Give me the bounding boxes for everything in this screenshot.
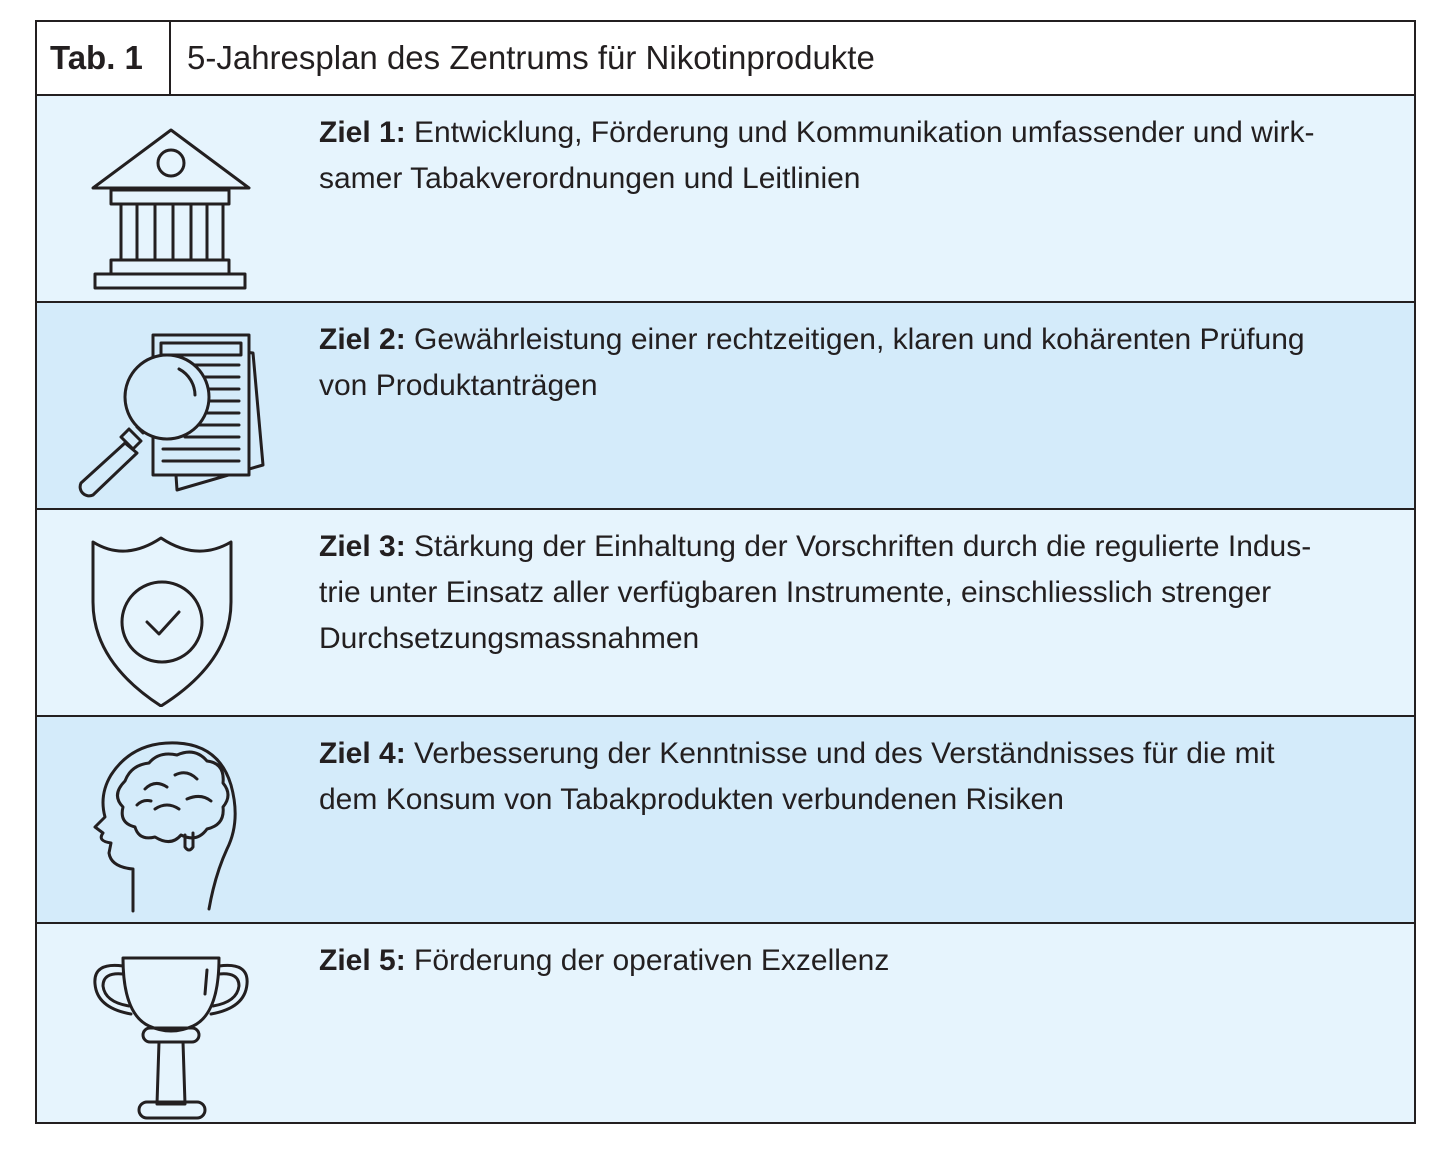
table-row-goal-4 bbox=[37, 717, 1414, 924]
goal-3-line-3: Durchsetzungsmassnahmen bbox=[319, 622, 700, 655]
goals-table bbox=[35, 20, 1416, 1124]
goal-5-label: Ziel 5: bbox=[319, 944, 406, 977]
table-number: Tab. 1 bbox=[37, 22, 171, 94]
goal-5-line-1: Förderung der operativen Exzellenz bbox=[414, 944, 890, 977]
goal-1-line-2: samer Tabakverordnungen und Leitlinien bbox=[319, 162, 861, 195]
goal-1-text bbox=[319, 110, 1399, 202]
table-row-goal-2 bbox=[37, 303, 1414, 510]
goal-2-line-2: von Produktanträgen bbox=[319, 369, 598, 402]
table-row-goal-1 bbox=[37, 96, 1414, 303]
goal-1-label: Ziel 1: bbox=[319, 116, 406, 149]
goal-4-label: Ziel 4: bbox=[319, 737, 406, 770]
goal-5-text bbox=[319, 938, 1399, 984]
table-title: 5-Jahresplan des Zentrums für Nikotinprodukte bbox=[187, 39, 875, 76]
government-building-icon bbox=[67, 108, 267, 293]
table-row-goal-5 bbox=[37, 924, 1414, 1122]
goal-3-line-2: trie unter Einsatz aller verfügbaren Instrumente, einschliesslich strenger bbox=[319, 576, 1272, 609]
trophy-icon bbox=[67, 936, 267, 1121]
document-magnifier-icon bbox=[67, 315, 267, 500]
shield-check-icon bbox=[67, 522, 267, 707]
goal-4-text bbox=[319, 731, 1399, 823]
goal-3-text bbox=[319, 524, 1399, 662]
head-brain-icon bbox=[67, 729, 267, 914]
table-row-goal-3 bbox=[37, 510, 1414, 717]
goal-1-line-1: Entwicklung, Förderung und Kommunikation umfassender und wirk- bbox=[414, 116, 1315, 149]
goal-3-line-1: Stärkung der Einhaltung der Vorschriften durch die regulierte Indus- bbox=[414, 530, 1312, 563]
goal-2-line-1: Gewährleistung einer rechtzeitigen, klaren und kohärenten Prüfung bbox=[414, 323, 1305, 356]
goal-4-line-1: Verbesserung der Kenntnisse und des Verständnisses für die mit bbox=[414, 737, 1275, 770]
goal-3-label: Ziel 3: bbox=[319, 530, 406, 563]
goal-2-label: Ziel 2: bbox=[319, 323, 406, 356]
goal-2-text bbox=[319, 317, 1399, 409]
goal-4-line-2: dem Konsum von Tabakprodukten verbundenen Risiken bbox=[319, 783, 1064, 816]
table-header bbox=[37, 22, 1414, 96]
